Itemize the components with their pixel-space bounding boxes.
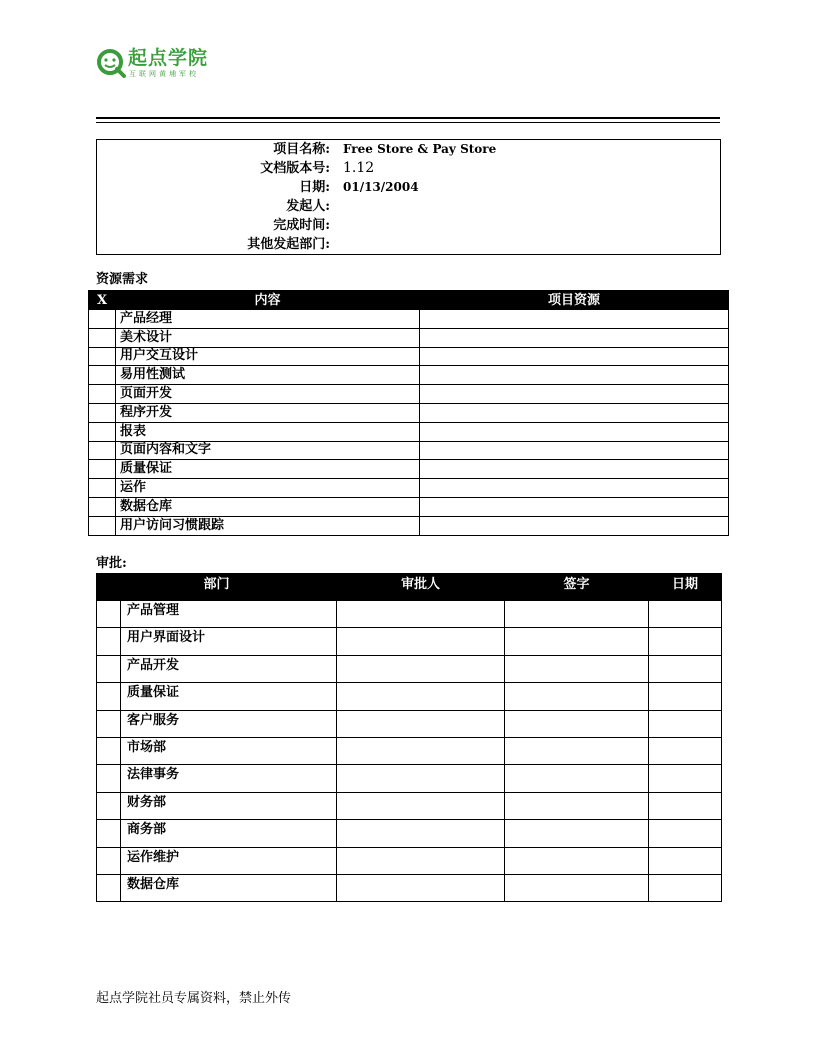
checkbox-cell[interactable]	[89, 347, 116, 366]
resources-table-body	[89, 310, 729, 536]
table-row	[97, 655, 722, 682]
resource-content-cell: 页面内容和文字	[116, 441, 420, 460]
resource-content-cell: 程序开发	[116, 403, 420, 422]
date-cell[interactable]	[649, 820, 722, 847]
header-rule-thick	[96, 117, 720, 119]
info-label: 完成时间:	[273, 218, 330, 233]
logo-title: 起点学院	[128, 47, 209, 69]
table-row	[89, 460, 729, 479]
signature-cell[interactable]	[505, 710, 649, 737]
column-header-date: 日期	[649, 574, 722, 601]
check-cell[interactable]	[97, 737, 121, 764]
info-row-version	[97, 159, 720, 178]
resource-content-cell: 用户访问习惯跟踪	[116, 516, 420, 535]
check-cell[interactable]	[97, 847, 121, 874]
check-cell[interactable]	[97, 874, 121, 901]
project-resource-cell[interactable]	[420, 328, 729, 347]
info-value: 1.12	[343, 160, 375, 176]
check-cell[interactable]	[97, 792, 121, 819]
company-logo	[96, 46, 216, 82]
table-row	[89, 479, 729, 498]
table-row	[89, 328, 729, 347]
table-row	[89, 497, 729, 516]
table-row	[97, 765, 722, 792]
table-row	[97, 820, 722, 847]
resources-title: 资源需求	[96, 272, 149, 287]
info-value: Free Store & Pay Store	[343, 142, 497, 156]
project-resource-cell[interactable]	[420, 497, 729, 516]
resources-table	[88, 290, 729, 536]
checkbox-cell[interactable]	[89, 385, 116, 404]
department-cell: 商务部	[121, 820, 337, 847]
table-row	[97, 628, 722, 655]
table-header-row	[97, 574, 722, 601]
date-cell[interactable]	[649, 792, 722, 819]
info-label: 其他发起部门:	[247, 237, 330, 252]
signature-cell[interactable]	[505, 601, 649, 628]
table-row	[89, 441, 729, 460]
approval-table-body	[97, 601, 722, 902]
department-cell: 数据仓库	[121, 874, 337, 901]
footer-note: 起点学院社员专属资料，禁止外传	[96, 991, 292, 1006]
date-cell[interactable]	[649, 765, 722, 792]
signature-cell[interactable]	[505, 655, 649, 682]
checkbox-cell[interactable]	[89, 441, 116, 460]
info-label: 日期:	[299, 180, 330, 195]
checkbox-cell[interactable]	[89, 403, 116, 422]
project-resource-cell[interactable]	[420, 366, 729, 385]
logo-subtitle: 互联网黄埔军校	[129, 70, 199, 78]
project-resource-cell[interactable]	[420, 347, 729, 366]
approver-cell[interactable]	[337, 683, 505, 710]
department-cell: 用户界面设计	[121, 628, 337, 655]
info-value: 01/13/2004	[343, 180, 419, 194]
table-row	[89, 403, 729, 422]
department-cell: 产品管理	[121, 601, 337, 628]
date-cell[interactable]	[649, 655, 722, 682]
table-row	[97, 601, 722, 628]
approver-cell[interactable]	[337, 601, 505, 628]
table-row	[89, 385, 729, 404]
info-row-date	[97, 178, 720, 197]
checkbox-cell[interactable]	[89, 328, 116, 347]
table-header-row	[89, 291, 729, 310]
project-resource-cell[interactable]	[420, 422, 729, 441]
checkbox-cell[interactable]	[89, 497, 116, 516]
check-cell[interactable]	[97, 820, 121, 847]
department-cell: 运作维护	[121, 847, 337, 874]
project-resource-cell[interactable]	[420, 310, 729, 329]
date-cell[interactable]	[649, 683, 722, 710]
table-row	[89, 347, 729, 366]
checkbox-cell[interactable]	[89, 460, 116, 479]
signature-cell[interactable]	[505, 683, 649, 710]
column-header-approver: 审批人	[337, 574, 505, 601]
table-row	[89, 366, 729, 385]
approver-cell[interactable]	[337, 792, 505, 819]
resource-content-cell: 页面开发	[116, 385, 420, 404]
approver-cell[interactable]	[337, 765, 505, 792]
table-row	[97, 683, 722, 710]
signature-cell[interactable]	[505, 765, 649, 792]
resource-content-cell: 数据仓库	[116, 497, 420, 516]
table-row	[89, 422, 729, 441]
department-cell: 客户服务	[121, 710, 337, 737]
table-row	[97, 874, 722, 901]
check-cell[interactable]	[97, 628, 121, 655]
check-cell[interactable]	[97, 710, 121, 737]
checkbox-cell[interactable]	[89, 310, 116, 329]
info-row-other-depts	[97, 235, 720, 254]
resource-content-cell: 用户交互设计	[116, 347, 420, 366]
date-cell[interactable]	[649, 847, 722, 874]
project-resource-cell[interactable]	[420, 385, 729, 404]
resource-content-cell: 质量保证	[116, 460, 420, 479]
check-cell[interactable]	[97, 683, 121, 710]
project-info-box	[96, 139, 721, 255]
signature-cell[interactable]	[505, 628, 649, 655]
column-header-x: X	[89, 291, 116, 310]
approval-table	[96, 573, 722, 902]
check-cell[interactable]	[97, 765, 121, 792]
approver-cell[interactable]	[337, 710, 505, 737]
approver-cell[interactable]	[337, 655, 505, 682]
info-label: 文档版本号:	[260, 161, 330, 176]
info-row-project-name	[97, 140, 720, 159]
table-row	[97, 792, 722, 819]
project-resource-cell[interactable]	[420, 403, 729, 422]
resource-content-cell: 运作	[116, 479, 420, 498]
project-resource-cell[interactable]	[420, 516, 729, 535]
project-resource-cell[interactable]	[420, 460, 729, 479]
signature-cell[interactable]	[505, 737, 649, 764]
approver-cell[interactable]	[337, 874, 505, 901]
project-resource-cell[interactable]	[420, 479, 729, 498]
department-cell: 产品开发	[121, 655, 337, 682]
project-resource-cell[interactable]	[420, 441, 729, 460]
checkbox-cell[interactable]	[89, 366, 116, 385]
date-cell[interactable]	[649, 874, 722, 901]
info-label: 项目名称:	[273, 142, 330, 157]
signature-cell[interactable]	[505, 874, 649, 901]
table-row	[97, 710, 722, 737]
column-header-department: 部门	[97, 574, 337, 601]
date-cell[interactable]	[649, 601, 722, 628]
header-rule-thin	[96, 122, 720, 123]
signature-cell[interactable]	[505, 820, 649, 847]
department-cell: 法律事务	[121, 765, 337, 792]
approver-cell[interactable]	[337, 628, 505, 655]
signature-cell[interactable]	[505, 792, 649, 819]
resource-content-cell: 美术设计	[116, 328, 420, 347]
approval-title: 审批:	[96, 556, 127, 571]
approver-cell[interactable]	[337, 820, 505, 847]
check-cell[interactable]	[97, 601, 121, 628]
approver-cell[interactable]	[337, 737, 505, 764]
column-header-signature: 签字	[505, 574, 649, 601]
info-label: 发起人:	[286, 199, 330, 214]
resource-content-cell: 易用性测试	[116, 366, 420, 385]
table-row	[97, 847, 722, 874]
logo-icon	[96, 48, 126, 78]
date-cell[interactable]	[649, 710, 722, 737]
date-cell[interactable]	[649, 737, 722, 764]
column-header-content: 内容	[116, 291, 420, 310]
info-row-completion	[97, 216, 720, 235]
department-cell: 质量保证	[121, 683, 337, 710]
signature-cell[interactable]	[505, 847, 649, 874]
date-cell[interactable]	[649, 628, 722, 655]
department-cell: 市场部	[121, 737, 337, 764]
checkbox-cell[interactable]	[89, 422, 116, 441]
table-row	[89, 310, 729, 329]
check-cell[interactable]	[97, 655, 121, 682]
checkbox-cell[interactable]	[89, 479, 116, 498]
resource-content-cell: 产品经理	[116, 310, 420, 329]
table-row	[97, 737, 722, 764]
department-cell: 财务部	[121, 792, 337, 819]
table-row	[89, 516, 729, 535]
info-row-initiator	[97, 197, 720, 216]
checkbox-cell[interactable]	[89, 516, 116, 535]
column-header-resource: 项目资源	[420, 291, 729, 310]
resource-content-cell: 报表	[116, 422, 420, 441]
approver-cell[interactable]	[337, 847, 505, 874]
